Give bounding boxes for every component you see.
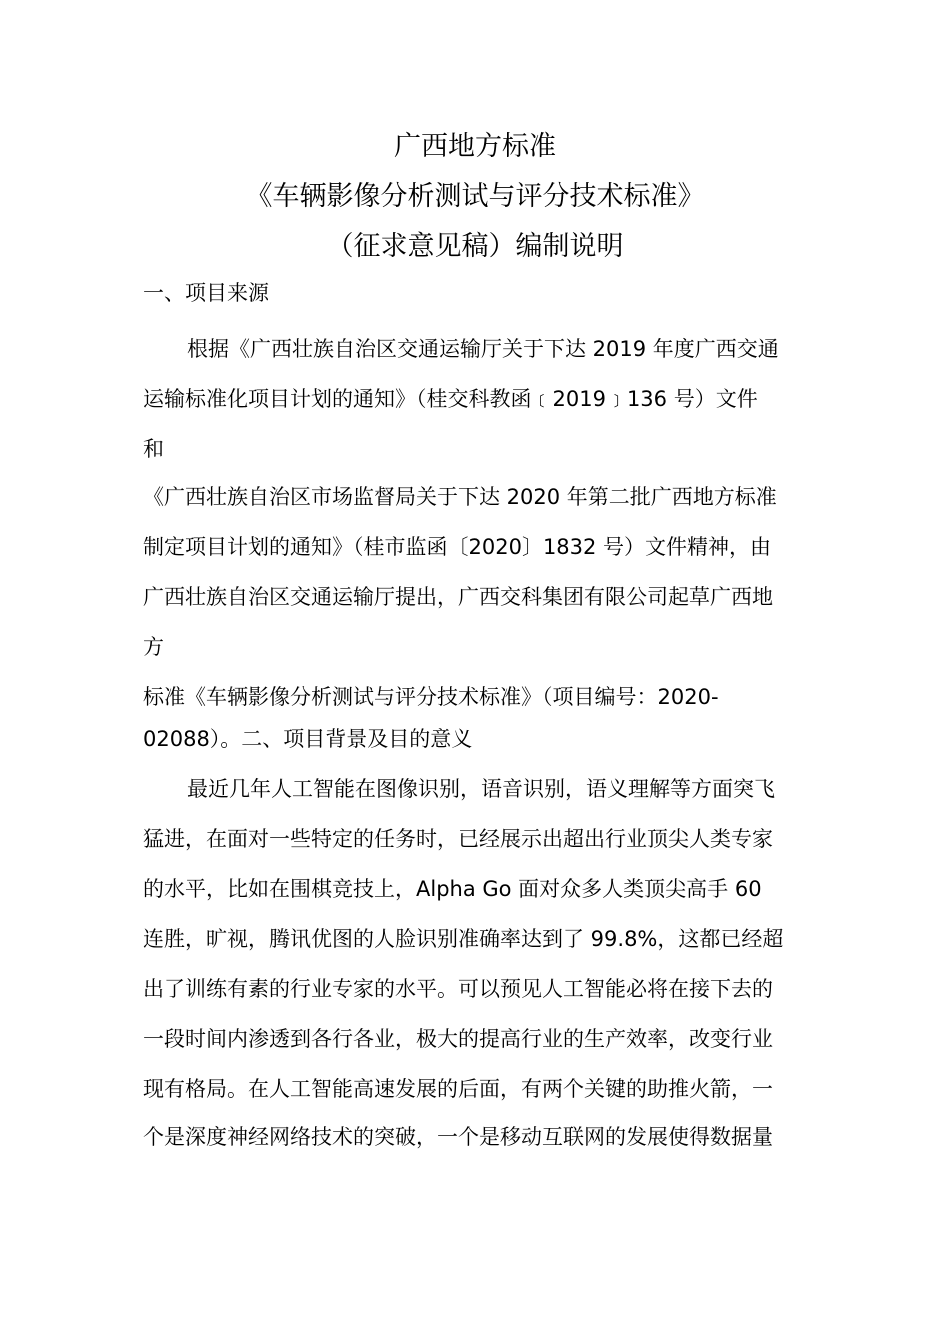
text-line: 出了训练有素的行业专家的水平。可以预见人工智能必将在接下去的 (143, 977, 773, 1001)
text-line: 方 (143, 635, 164, 659)
doc-title-line-2: 《车辆影像分析测试与评分技术标准》 (245, 181, 705, 212)
doc-title-line-3: （征求意见稿）编制说明 (326, 231, 624, 262)
doc-title-line-1: 广西地方标准 (394, 131, 556, 162)
text-line: 02088）。二、项目背景及目的意义 (143, 727, 473, 751)
text-line: 个是深度神经网络技术的突破，一个是移动互联网的发展使得数据量 (143, 1125, 773, 1149)
text-line: 一段时间内渗透到各行各业，极大的提高行业的生产效率，改变行业 (143, 1027, 773, 1051)
section-heading: 一、项目来源 (143, 281, 269, 305)
text-line: 广西壮族自治区交通运输厅提出，广西交科集团有限公司起草广西地 (143, 585, 773, 609)
text-line: 最近几年人工智能在图像识别，语音识别，语义理解等方面突飞 (187, 777, 775, 801)
text-line: 的水平，比如在围棋竞技上，Alpha Go 面对众多人类顶尖高手 60 (143, 877, 762, 901)
text-line: 《广西壮族自治区市场监督局关于下达 2020 年第二批广西地方标准 (143, 485, 777, 509)
text-line: 标准《车辆影像分析测试与评分技术标准》（项目编号：2020- (143, 685, 719, 709)
text-line: 猛进，在面对一些特定的任务时，已经展示出超出行业顶尖人类专家 (143, 827, 773, 851)
text-line: 制定项目计划的通知》（桂市监函〔2020〕1832 号）文件精神，由 (143, 535, 772, 559)
text-line: 运输标准化项目计划的通知》（桂交科教函﹝2019﹞136 号）文件 (143, 387, 758, 411)
text-line: 和 (143, 437, 164, 461)
text-line: 根据《广西壮族自治区交通运输厅关于下达 2019 年度广西交通 (187, 337, 779, 361)
text-line: 现有格局。在人工智能高速发展的后面，有两个关键的助推火箭，一 (143, 1077, 773, 1101)
text-line: 连胜，旷视，腾讯优图的人脸识别准确率达到了 99.8%，这都已经超 (143, 927, 784, 951)
